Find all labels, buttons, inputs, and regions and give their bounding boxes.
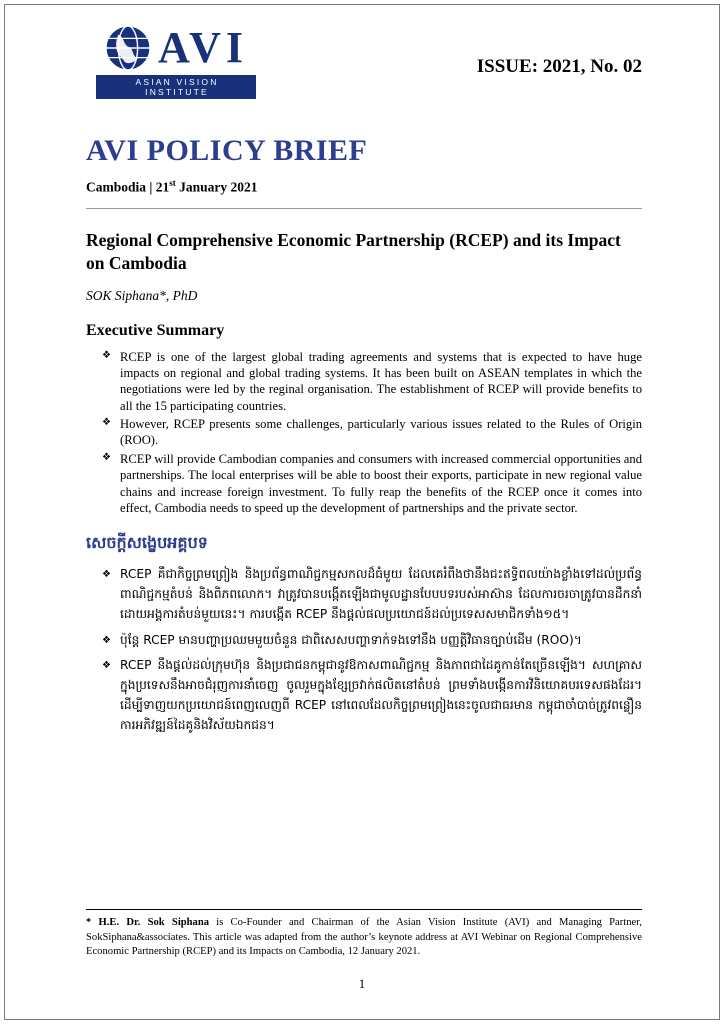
avi-logo [86, 24, 266, 99]
document-header [86, 24, 642, 110]
list-item: ❖ However, RCEP presents some challenges, particularly various issues related to the Rules of Origin (ROO). [120, 416, 642, 449]
page-number: 1 [358, 977, 366, 991]
logo-full-name: ASIAN VISION INSTITUTE [96, 75, 256, 99]
footnote-body: is Co-Founder and Chairman of the Asian Vision Institute (AVI) and Managing Partner, SokSiphana&associates. This article was adapted from the author’s keynote address at AVI Webinar on Regional Comprehensive Economic Partnership (RCEP) and its Impacts on Cambodia, 12 January 2021. [86, 917, 642, 958]
list-item: ❖ RCEP នឹងផ្តល់ដល់ក្រុមហ៊ុន និងប្រជាជនកម្ពុជានូវឱកាសពាណិជ្ជកម្ម និងភាពជាដៃគូកាន់តែច្រើនឡើង។ សហគ្រាសក្នុងប្រទេសនឹងអាចជំរុញការនាំចេញ ចូលរួមក្នុងខ្សែច្រវាក់ផលិតនៅតំបន់ ព្រមទាំងបង្កើនការវិនិយោគបរទេសផងដែរ។ ដើម្បីទាញយកប្រយោជន៍ពេញលេញពី RCEP នៅពេលដែលកិច្ចព្រមព្រៀងនេះចូលជាធរមាន កម្ពុជាចាំបាច់ត្រូវពន្លឿនការអភិវឌ្ឍន៍ដៃគូនិងវិស័យឯកជន។ [120, 656, 642, 735]
footnote-divider [86, 909, 642, 910]
khmer-summary-list [86, 565, 642, 735]
khmer-summary-heading: សេចក្តីសង្ខេបអគ្គបទ [86, 533, 208, 553]
page-content [86, 24, 642, 741]
logo-row [104, 24, 248, 72]
footnote-text [86, 916, 642, 960]
logo-acronym: AVI [157, 23, 248, 72]
executive-summary-heading: Executive Summary [86, 321, 225, 339]
article-title: Regional Comprehensive Economic Partnership (RCEP) and its Impact on Cambodia [86, 229, 621, 273]
header-divider [86, 208, 642, 209]
globe-icon [104, 24, 152, 72]
executive-summary-list [86, 349, 642, 517]
dateline-prefix: Cambodia | 21 [86, 179, 170, 195]
brief-title: AVI POLICY BRIEF [86, 134, 368, 167]
dateline-suffix: January 2021 [175, 179, 258, 195]
dateline [86, 178, 642, 196]
list-item: ❖ RCEP គឺជាកិច្ចព្រមព្រៀង និងប្រព័ន្ធពាណិជ្ជកម្មសកលដ៏ធំមួយ ដែលគេរំពឹងថានឹងជះឥទ្ធិពលយ៉ាងខ្លាំងទៅដល់ប្រព័ន្ធពាណិជ្ជកម្មតំបន់ និងពិភពលោក។ វាត្រូវបានបង្កើតឡើងជាមូលដ្ឋានបែបបទរបស់អាស៊ាន ដែលការចរចាត្រូវបានដឹកនាំដោយអង្គការតំបន់មួយនេះ។ ការបង្កើត RCEP នឹងផ្តល់ផលប្រយោជន៍ដល់ប្រទេសសមាជិកទាំង១៥។ [120, 565, 642, 624]
dateline-ordinal: st [169, 178, 176, 188]
author-byline: SOK Siphana*, PhD [86, 287, 198, 303]
issue-label: ISSUE: 2021, No. 02 [476, 56, 642, 77]
footnote-section [86, 909, 642, 960]
footnote-lead: * H.E. Dr. Sok Siphana [86, 917, 210, 929]
list-item: ❖ ប៉ុន្តែ RCEP មានបញ្ហាប្រឈមមួយចំនួន ជាពិសេសបញ្ហាទាក់ទងទៅនឹង បញ្ញត្តិវិធានច្បាប់ដើម (ROO)។ [120, 631, 642, 651]
list-item: ❖ RCEP will provide Cambodian companies and consumers with increased commercial opportunities and partnerships. The local enterprises will be able to boost their exports, participate in new regional value chains and increase foreign investment. To fully reap the benefits of the RCEP once it comes into effect, Cambodia needs to speed up the development of partnerships and the private sector. [120, 451, 642, 516]
list-item: ❖ RCEP is one of the largest global trading agreements and systems that is expected to have huge impacts on regional and global trading systems. It has been built on ASEAN templates in which the negotiations were led by the reginal organisation. The establishment of RCEP will provide benefits to all the 15 participating countries. [120, 349, 642, 414]
